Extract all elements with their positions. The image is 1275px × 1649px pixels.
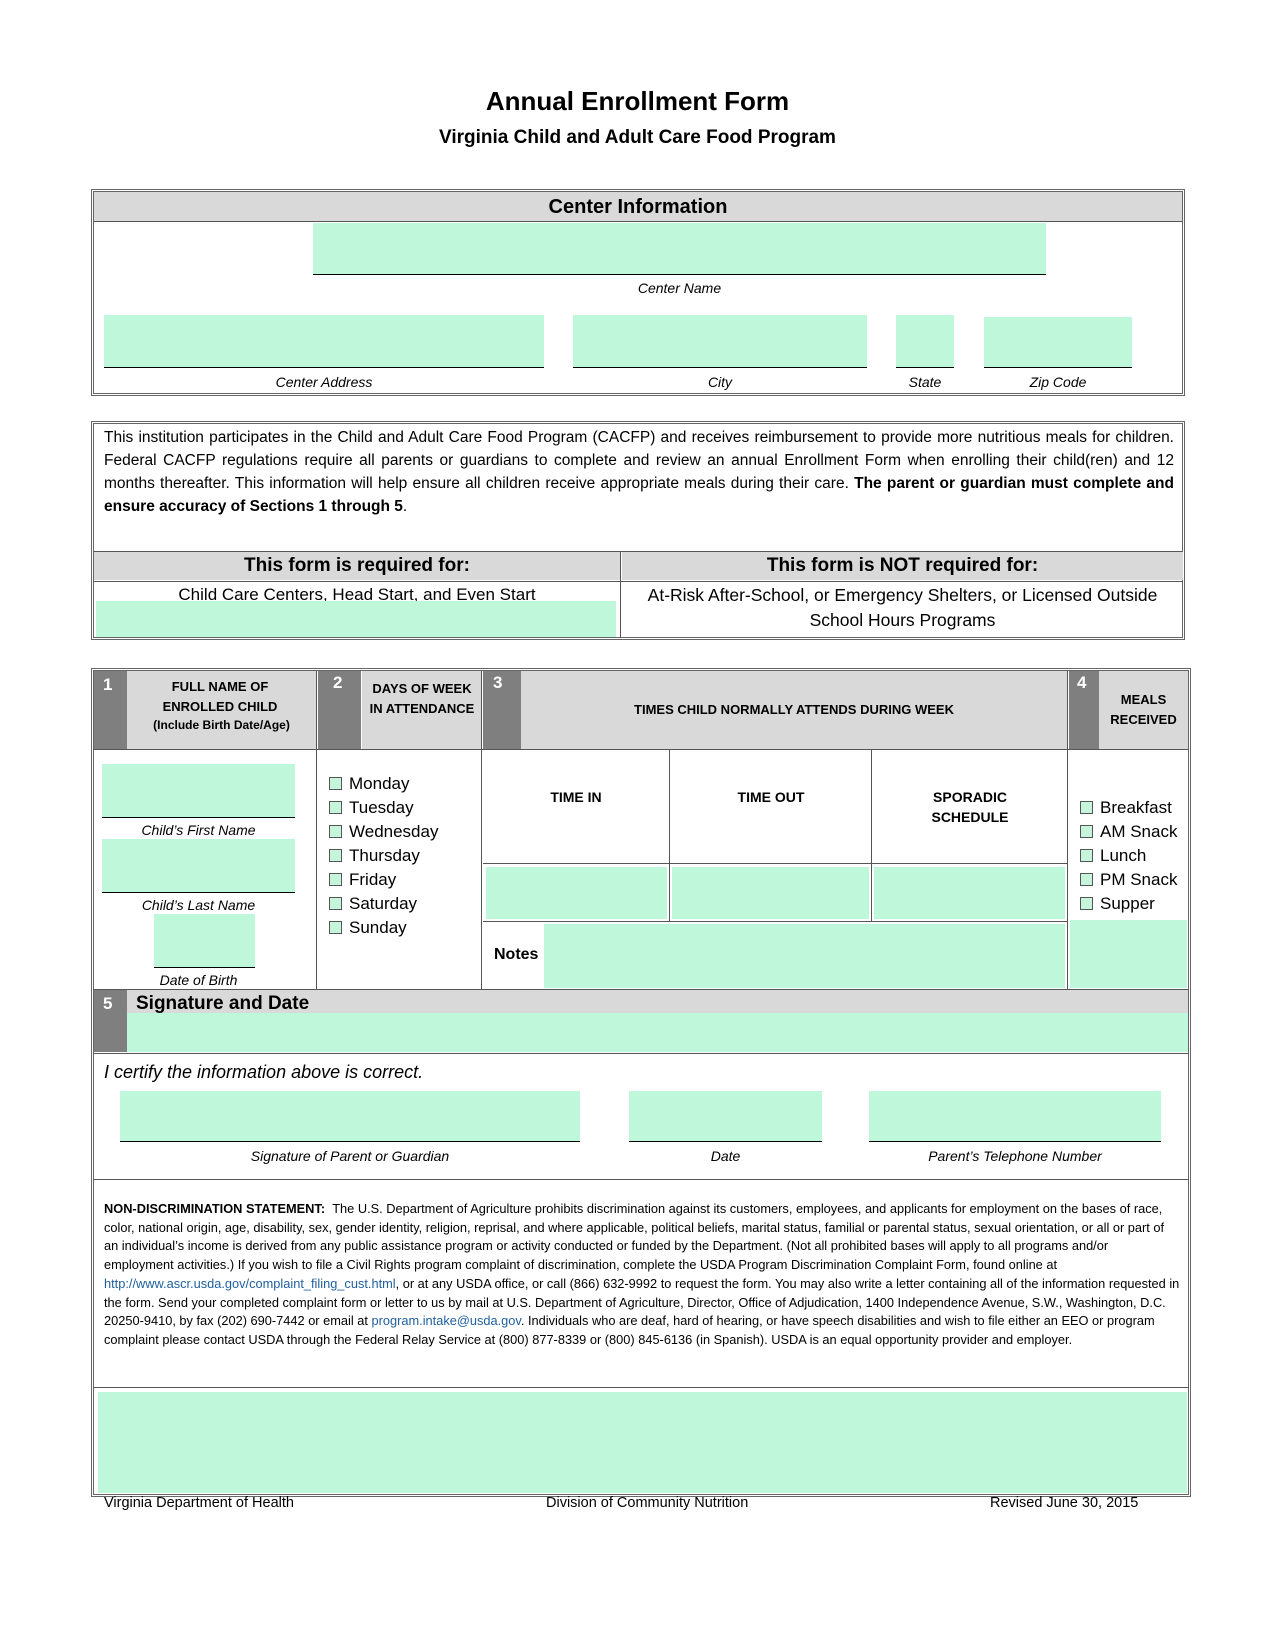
date-field[interactable] [629,1091,822,1142]
footer-center: Division of Community Nutrition [546,1495,749,1511]
city-field[interactable] [573,315,867,367]
checkbox[interactable] [329,873,342,886]
city-label: City [707,374,733,390]
first-name-label: Child’s First Name [141,822,256,838]
time-in-label: TIME IN [550,789,602,805]
checkbox[interactable] [329,801,342,814]
meal-option[interactable]: Supper [1080,892,1155,916]
first-name-field[interactable] [102,764,295,818]
section-1-number: 1 [94,671,127,749]
meals-field[interactable] [1070,920,1187,988]
sporadic-field[interactable] [874,867,1065,919]
checkbox[interactable] [1080,825,1093,838]
day-option[interactable]: Friday [329,868,396,892]
required-header: This form is required for: [94,552,620,580]
day-option[interactable]: Tuesday [329,796,414,820]
section-3-title: TIMES CHILD NORMALLY ATTENDS DURING WEEK [634,702,954,717]
meal-option[interactable]: Lunch [1080,844,1146,868]
checkbox[interactable] [329,849,342,862]
section-2-title: DAYS OF WEEK IN ATTENDANCE [369,681,475,716]
checkbox[interactable] [1080,801,1093,814]
dob-field[interactable] [154,914,255,968]
day-option[interactable]: Wednesday [329,820,438,844]
section-3-number: 3 [483,671,521,749]
meal-option[interactable]: PM Snack [1080,868,1177,892]
section-5-header-field[interactable] [127,1013,1188,1052]
sporadic-label: SPORADIC SCHEDULE [931,789,1009,825]
day-option[interactable]: Thursday [329,844,420,868]
time-in-field[interactable] [486,867,667,919]
section-2-number: 2 [318,671,361,749]
checkbox[interactable] [329,825,342,838]
checkbox[interactable] [329,897,342,910]
day-option[interactable]: Saturday [329,892,417,916]
phone-field[interactable] [869,1091,1161,1142]
bottom-field[interactable] [98,1392,1187,1493]
day-option[interactable]: Monday [329,772,409,796]
section-5-number: 5 [94,990,127,1052]
certify-text: I certify the information above is correct. [104,1062,424,1082]
footer-left: Virginia Department of Health [104,1495,294,1511]
meal-option[interactable]: Breakfast [1080,796,1172,820]
section-4-number: 4 [1069,671,1099,749]
time-out-label: TIME OUT [737,789,805,805]
footer-right: Revised June 30, 2015 [990,1495,1139,1511]
signature-label: Signature of Parent or Guardian [250,1148,450,1164]
not-required-value: At-Risk After-School, or Emergency Shelters, or Licensed Outside School Hours Programs [647,585,1158,630]
checkbox[interactable] [329,921,342,934]
notes-label: Notes [494,946,539,963]
zip-field[interactable] [984,317,1132,367]
state-field[interactable] [896,315,954,367]
required-value: Child Care Centers, Head Start, and Even Start [178,585,536,601]
last-name-label: Child’s Last Name [141,897,256,913]
state-label: State [908,374,942,390]
last-name-field[interactable] [102,839,295,893]
checkbox[interactable] [1080,849,1093,862]
page-title: Annual Enrollment Form [485,86,790,116]
intro-text: This institution participates in the Child and Adult Care Food Program (CACFP) and receives reimbursement to provide more nutritious meals for children. Federal CACFP regulations require all parents or guardians to complete and review an annual Enrollment Form when enrolling their child(ren) and 12 months thereafter. This information will help ensure all children receive appropriate meals during their care. The parent or guardian must complete and ensure accuracy of Sections 1 through 5. [104,429,1174,515]
checkbox[interactable] [329,777,342,790]
notes-field[interactable] [544,924,1065,988]
section-1-subtitle: (Include Birth Date/Age) [153,718,290,732]
center-name-label: Center Name [637,280,722,296]
section-4-title: MEALS RECEIVED [1110,692,1177,727]
day-option[interactable]: Sunday [329,916,407,940]
meal-option[interactable]: AM Snack [1080,820,1177,844]
signature-field[interactable] [120,1091,580,1142]
section-5-title: Signature and Date [136,993,310,1014]
checkbox[interactable] [1080,897,1093,910]
dob-label: Date of Birth [159,972,238,988]
center-name-field[interactable] [313,223,1046,275]
section-1-title: FULL NAME OF ENROLLED CHILD [162,679,278,714]
center-info-header: Center Information [94,192,1182,222]
non-discrimination-statement: NON-DISCRIMINATION STATEMENT: The U.S. Department of Agriculture prohibits discrimination against its customers, employees, and applicants for employment on the bases of race, color, national origin, age, disability, sex, gender identity, religion, reprisal, and where applicable, political beliefs, marital status, familial or parental status, sexual orientation, or all or part of an individual’s income is derived from any public assistance program or activity conducted or funded by the Department. (Not all prohibited bases will apply to all programs and/or employment activities.) If you wish to file a Civil Rights program complaint of discrimination, complete the USDA Program Discrimination Complaint Form, found online at http://www.ascr.usda.gov/complaint_filing_cust.html, or at any USDA office, or call (866) 632-9992 to request the form. You may also write a letter containing all of the information requested in the form. Send your completed complaint form or letter to us by mail at U.S. Department of Agriculture, Director, Office of Adjudication, 1400 Independence Avenue, S.W., Washington, D.C. 20250-9410, by fax (202) 690-7442 or email at program.intake@usda.gov. Individuals who are deaf, hard of hearing, or have speech disabilities and wish to file either an EEO or program complaint please contact USDA through the Federal Relay Service at (800) 877-8339 or (800) 845-6136 (in Spanish). USDA is an equal opportunity provider and employer. [104,1201,1180,1347]
not-required-header: This form is NOT required for: [622,552,1183,580]
phone-label: Parent’s Telephone Number [928,1148,1102,1164]
email-link[interactable]: program.intake@usda.gov [371,1313,521,1329]
complaint-form-link[interactable]: http://www.ascr.usda.gov/complaint_filing_cust.html [104,1275,396,1291]
required-field[interactable] [96,601,616,637]
checkbox[interactable] [1080,873,1093,886]
center-address-field[interactable] [104,315,544,367]
zip-label: Zip Code [1029,374,1087,390]
page-subtitle: Virginia Child and Adult Care Food Program [439,127,836,148]
center-address-label: Center Address [275,374,373,390]
time-out-field[interactable] [672,867,869,919]
date-label: Date [710,1148,741,1164]
